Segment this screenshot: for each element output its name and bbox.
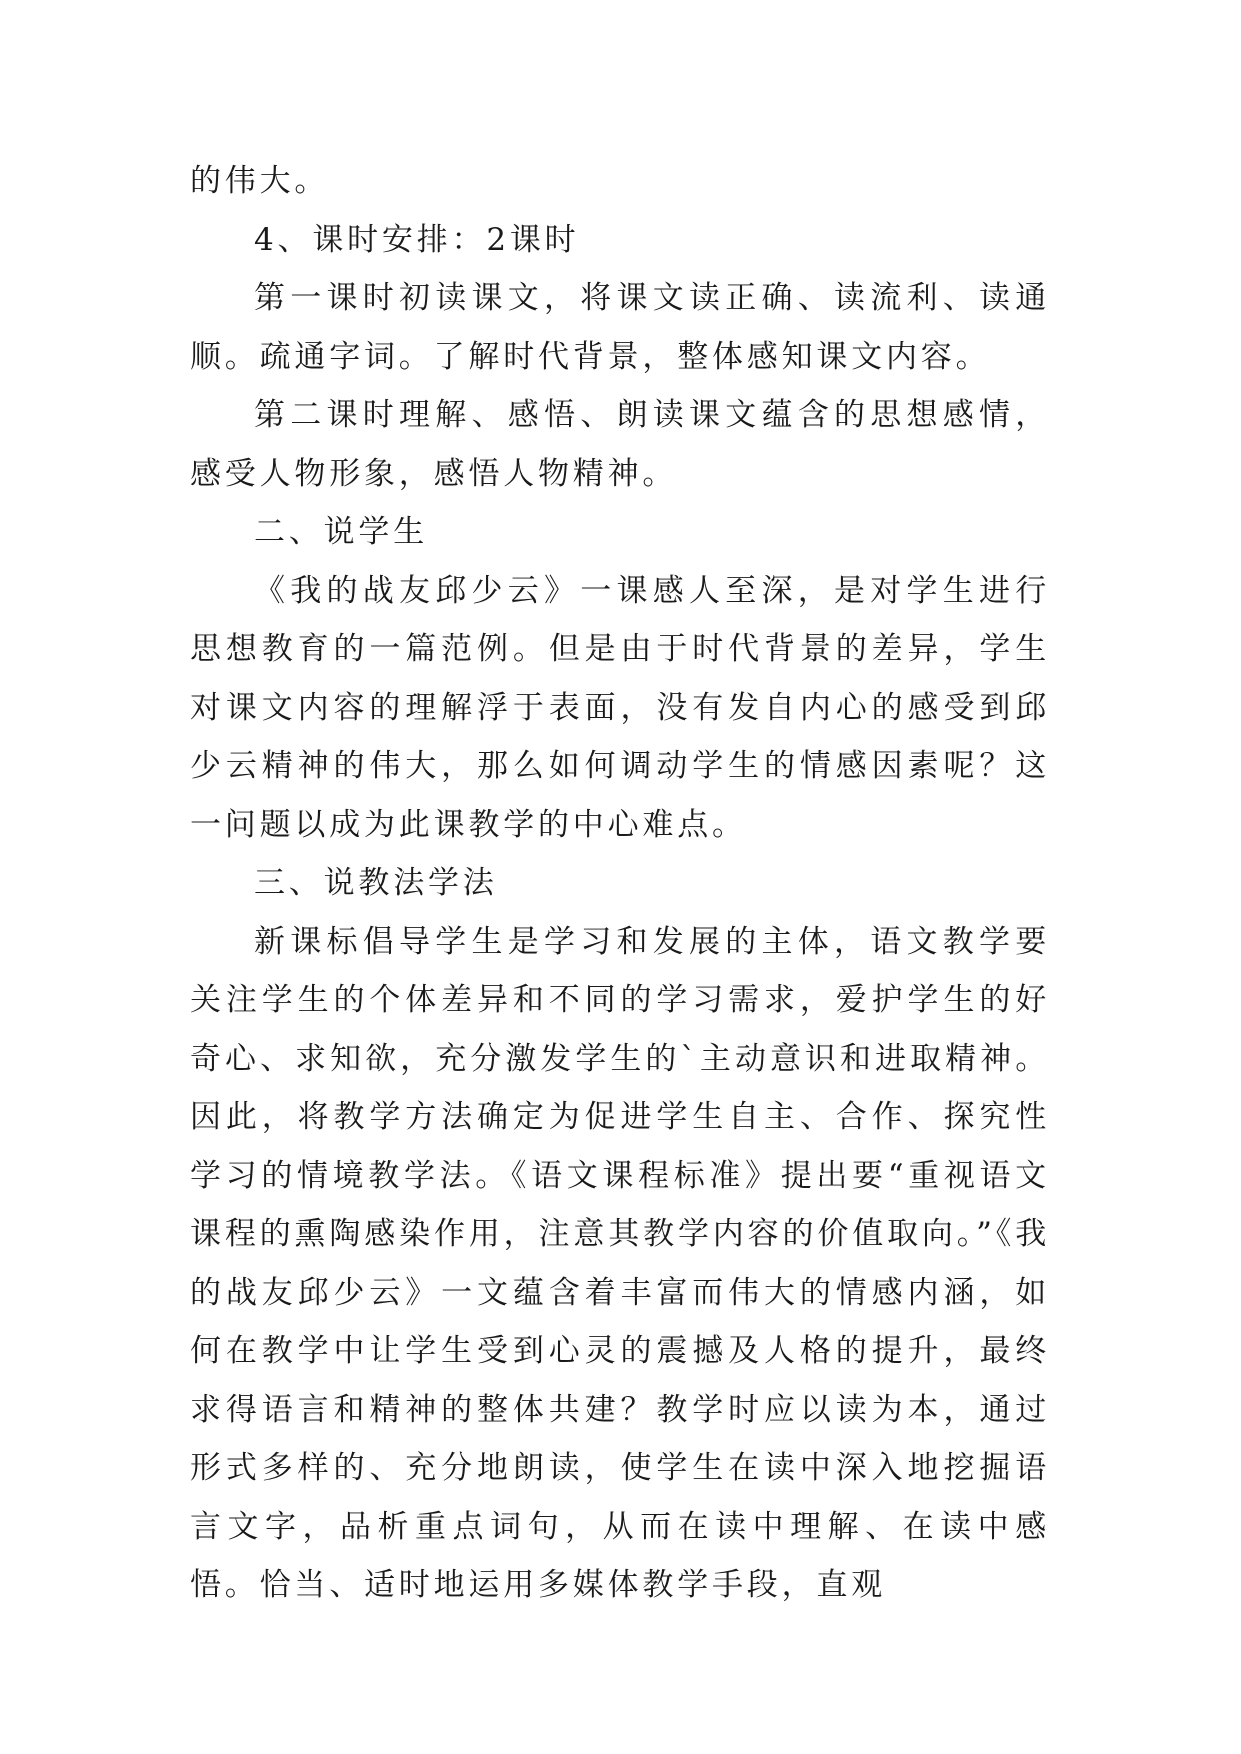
paragraph-continuation: 的伟大。 <box>190 163 330 199</box>
paragraph-first-lesson: 第一课时初读课文，将课文读正确、读流利、读通顺。疏通字词。了解时代背景，整体感知课文内容。 <box>190 280 1050 375</box>
document-body <box>190 152 1050 1615</box>
paragraph-class-hours: 4、课时安排：2课时 <box>254 221 580 258</box>
section-heading-methods: 三、说教法学法 <box>254 865 498 901</box>
paragraph-second-lesson: 第二课时理解、感悟、朗读课文蕴含的思想感情，感受人物形象，感悟人物精神。 <box>190 397 1050 492</box>
section-heading-students: 二、说学生 <box>254 514 428 550</box>
paragraph-students: 《我的战友邱少云》一课感人至深，是对学生进行思想教育的一篇范例。但是由于时代背景的差异，学生对课文内容的理解浮于表面，没有发自内心的感受到邱少云精神的伟大，那么如何调动学生的情感因素呢？这一问题以成为此课教学的中心难点。 <box>190 572 1050 843</box>
paragraph-methods: 新课标倡导学生是学习和发展的主体，语文教学要关注学生的个体差异和不同的学习需求，爱护学生的好奇心、求知欲，充分激发学生的`主动意识和进取精神。因此，将教学方法确定为促进学生自主、合作、探究性学习的情境教学法。《语文课程标准》提出要“重视语文课程的熏陶感染作用，注意其教学内容的价值取向。”《我的战友邱少云》一文蕴含着丰富而伟大的情感内涵，如何在教学中让学生受到心灵的震撼及人格的提升，最终求得语言和精神的整体共建？教学时应以读为本，通过形式多样的、充分地朗读，使学生在读中深入地挖掘语言文字，品析重点词句，从而在读中理解、在读中感悟。恰当、适时地运用多媒体教学手段，直观 <box>190 923 1050 1603</box>
